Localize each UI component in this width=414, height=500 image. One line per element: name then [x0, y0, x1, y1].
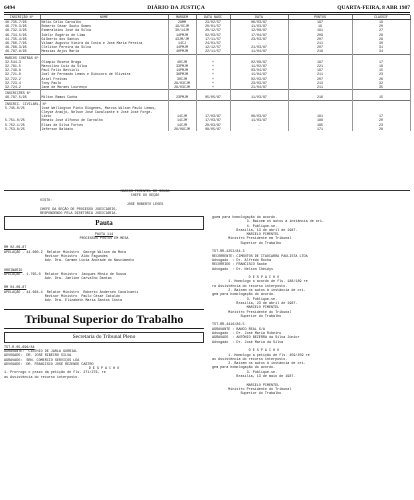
table-cell: Jeferson Baldato [40, 127, 168, 131]
table-cell: 23/03/87 [230, 81, 288, 85]
process-number: TST-R-05-696/84 [4, 345, 35, 350]
text-line: 1. Homologo a petição de fls. 459/459 re [212, 353, 310, 358]
table-cell: Marcolino Luiz da Silva [40, 64, 168, 68]
table-cell: 02/03/57 [196, 33, 230, 37]
text-line: 3. Baixem os autos à instância de ori- [212, 220, 324, 225]
table-cell: 5.753-8/25 [4, 127, 40, 131]
table-cell: 28 [352, 127, 410, 131]
text-line: Superior do Trabalho [212, 314, 282, 319]
text-line: TST-RR-4253/84.3 [212, 250, 245, 255]
table-cell: 12/08/87 [230, 28, 288, 32]
table-cell: 185 [288, 123, 352, 127]
table-cell: 46.787-5/95 [4, 95, 40, 100]
entry-line: APELAÇÃO - 1.765-0 Relator Ministro Jacques Mônio de Sousa [4, 272, 127, 277]
table-cell: - [230, 41, 288, 45]
note-line: JOSÉ ROBERTO LEOES [126, 203, 164, 208]
table-cell: 14CJ [168, 41, 196, 45]
table-cell: 11/04/87 [230, 49, 288, 54]
left-column [4, 216, 204, 380]
table-cell: INSCRIÇÕES Nº [4, 90, 40, 96]
table-cell: 211 [288, 72, 352, 76]
table-cell: 17/04/87 [230, 33, 288, 37]
table-cell: 46.760-7/95 [4, 41, 40, 45]
table-cell: 17 [352, 60, 410, 64]
pauta-subtitle: PROCESSOS POSTOS EM MESA [79, 237, 129, 242]
text-line: RECORRIDO : FRANCISCO Saoke [212, 263, 267, 268]
table-cell: 32.749-8 [4, 68, 40, 72]
text-line: MARCELO PIMENTEL [212, 306, 280, 311]
text-line: Advogado : Dr. José Maria Ribeiro [212, 332, 282, 337]
pauta-subtitle: PAUTA 114 [94, 233, 114, 237]
entry-line: ADVOGADO: DR. FRANCISCO JOSÉ REZENDE CASTRO [4, 362, 94, 367]
table-cell: 20/12/57 [196, 28, 230, 32]
table-cell: 17/03/87 [196, 118, 230, 122]
table-cell: 46.735-7/95 [4, 20, 40, 25]
table-cell: 211 [288, 41, 352, 45]
column-header: DATA NASC [196, 15, 230, 20]
table-cell: Elias de Silva Fortes [40, 123, 168, 127]
table-cell: 12/12/57 [196, 45, 230, 49]
table-cell: 28/09CJM [168, 127, 196, 131]
table-cell: 46.770-3/95 [4, 24, 40, 28]
table-cell: 46.734-5/95 [4, 33, 40, 37]
table-cell: 17/11/57 [196, 37, 230, 41]
table-cell: 35 [352, 85, 410, 90]
text-line: gem para homologação do acordo. [212, 366, 276, 371]
text-line: 3. Publique-se. [212, 297, 278, 302]
table-cell: 05/05/87 [196, 95, 230, 100]
pauta-entry [4, 246, 204, 263]
table-cell: 46.786-3/95 [4, 45, 40, 49]
table-cell: 23/03/87 [230, 37, 288, 41]
text-line: 2. Baixem os autos à instância de ori- [212, 289, 306, 294]
table-cell: 11/04/87 [230, 72, 288, 76]
table-cell: 20 [352, 118, 410, 122]
table-cell: 213 [288, 81, 352, 85]
column-header: PONTOS [288, 15, 352, 20]
table-cell: 21/04/87 [230, 85, 288, 90]
table-cell: 17/03/87 [196, 114, 230, 118]
table-cell: 32.781-5 [4, 64, 40, 68]
text-line: MARCELO PIMENTEL [212, 233, 280, 238]
table-cell: 17 [352, 114, 410, 118]
table-cell: Jane de Moraes Lourenço [40, 85, 168, 90]
table-cell: 30 [352, 41, 410, 45]
text-line: gem para homologação do acordo. [212, 293, 276, 298]
table-cell: 197 [288, 60, 352, 64]
text-line: AGRAVANTE : BANCO REAL S/A [212, 327, 265, 332]
table-cell: 03/04/87 [230, 68, 288, 72]
table-cell: 06/03/87 [230, 114, 288, 118]
table-cell: + [196, 81, 230, 85]
table-cell: 32 [352, 81, 410, 85]
table-cell: 181 [288, 114, 352, 118]
table-cell: 30CJM [168, 77, 196, 81]
table-cell: 21/03/87 [230, 45, 288, 49]
table-cell: 216 [288, 95, 352, 100]
table-cell: + [196, 60, 230, 64]
table-cell: 18 [352, 64, 410, 68]
text-line: 3. Publique-se. [212, 370, 278, 375]
table-cell: 221 [288, 64, 352, 68]
text-line: 4. Publique-se. [212, 224, 278, 229]
note-line: CHEFE DA SEÇÃO DE PROCESSO JUDICIÁRIO, [40, 207, 118, 212]
table-cell: 20/01/57 [196, 24, 230, 28]
table-row [4, 127, 410, 131]
text-line: Superior do Trabalho [212, 392, 282, 397]
table-cell: Milton Ramos Cunha [40, 95, 168, 100]
text-line: Ministro Presidente em Tribunal [212, 237, 292, 242]
table-cell: 20 [352, 24, 410, 28]
table-cell: 28/03CJM [168, 81, 196, 85]
entry-line: APELAÇÃO - 44.664-4 Relator Ministro Roberto Andersen Cavalcanti [4, 290, 139, 295]
table-cell: 46.732-3/95 [4, 28, 40, 32]
entry-line: ADVOGADO: DR. JOSÉ RIBEIRO SILVA [4, 354, 72, 359]
table-cell: 40CJM [168, 60, 196, 64]
table-cell: Cleyse Araújo, Nelson José Cavalcante e José José Forge- [40, 110, 168, 114]
table-cell: 36PMJM [168, 72, 196, 76]
entry-line: Adv. Dra. Jaeline Carvalho Dantas [4, 277, 112, 282]
table-cell: 44.735-4/95 [4, 37, 40, 41]
entry-line: APELAÇÃO - 44.660-2 Relator Ministro George Wilson da Mota [4, 250, 127, 255]
table-cell: 23 [352, 123, 410, 127]
text-line: guem para homologação do acordo. [212, 216, 278, 220]
issue-date: QUARTA-FEIRA, 8 ABR 1987 [337, 4, 410, 11]
table-cell: Olímpio Rosete Braga [40, 60, 168, 64]
table-cell: 197 [288, 68, 352, 72]
entry-line: Adv. Dra. Carmen Lúcia Andrade do Nascimento [4, 259, 135, 264]
table-cell: Esmeraldino José da Silva [40, 28, 168, 32]
table-cell: - [230, 127, 288, 131]
table-cell: 24/01/57 [196, 41, 230, 45]
table-cell: + [196, 68, 230, 72]
pauta-title: Pauta [4, 216, 204, 230]
table-cell: Messias Anjos Maria [40, 49, 168, 54]
table-cell: 207 [288, 45, 352, 49]
text-line: Advogado : Dr. Alfredo Rocha [212, 258, 272, 263]
text-line: Ministro Presidente do Tribunal [212, 310, 292, 315]
text-line: Brasília, 13 de maio de 1987. [212, 374, 296, 379]
table-cell: 32.723-4 [4, 81, 40, 85]
column-header: DATA [230, 15, 288, 20]
table-cell: 32.721-0 [4, 72, 40, 76]
table-cell: 02/08/87 [230, 60, 288, 64]
table-cell: 06/03/87 [230, 20, 288, 25]
table-cell: + [196, 77, 230, 81]
table-cell: 23PMJM [168, 95, 196, 100]
table-cell: 188 [288, 118, 352, 122]
text-line: Advogado : Dr. José Maria da Silva [212, 340, 284, 345]
note-line: CHEFE DO SEÇÃO [130, 194, 160, 199]
table-cell: 34 [352, 49, 410, 54]
secretaria-title: Secretaria do Tribunal Pleno [4, 332, 204, 343]
table-cell: 28/03CJM [168, 85, 196, 90]
table-cell: 11/03/87 [230, 118, 288, 122]
table-cell: 5.751-0/25 [4, 118, 40, 122]
bottom-block [4, 346, 204, 380]
page-header [4, 3, 410, 13]
note-line: RESPONDENDO PELA DIRETORIA JUDICIÁRIA. [40, 212, 118, 217]
table-cell: 14CJM [168, 114, 196, 118]
table-cell: 15 [352, 95, 410, 100]
signature-block [40, 190, 250, 216]
table-cell: 19/OCJM [168, 24, 196, 28]
table-cell: 11/03/87 [230, 24, 288, 28]
text-line: TST-RR-4416/86.5 [212, 323, 245, 328]
text-line: 2. Baixem os autos à instância de ori- [212, 362, 306, 367]
table-cell: 28 [352, 33, 410, 37]
table-cell: 29 [352, 37, 410, 41]
table-cell: + [196, 64, 230, 68]
pauta-entry [4, 286, 204, 303]
text-line: Brasília, 13 de abril de 1987. [212, 228, 298, 233]
despacho-heading: D E S P A C H O [88, 367, 120, 372]
table-cell: 209 [288, 33, 352, 37]
table-cell: 22/11/57 [196, 49, 230, 54]
table-cell: MARCOS CONTRAS Nº [5, 55, 39, 60]
table-cell: + [196, 85, 230, 90]
publication-title: DIÁRIO DA JUSTIÇA [147, 4, 206, 11]
table-cell: 02/03/87 [230, 77, 288, 81]
entry-line: Adv. Dra. Elizabeth Maria Santos Costa [4, 299, 123, 304]
table-cell: 23 [352, 72, 410, 76]
table-cell: 20/03/87 [196, 123, 230, 127]
text-line: Superior do Trabalho [212, 241, 282, 246]
text-line: Brasília, 23 de abril de 1987. [212, 301, 298, 306]
table-cell: Paul Felix Bettioli [40, 68, 168, 72]
table-cell: 14PMJM [168, 45, 196, 49]
table-cell: 33PMJM [168, 64, 196, 68]
table-cell: Joel de Fernando Lemos e Dióscoro de Oliveira [40, 72, 168, 76]
table-cell: 207 [288, 37, 352, 41]
page-number: 6494 [4, 4, 15, 11]
table-cell: + [196, 72, 230, 76]
text-line: Advogado : Dr. Nelson Cheidys [212, 267, 274, 272]
session-date: RM 04-06-87 [4, 286, 27, 291]
column-header: MARGEM [168, 15, 196, 20]
table-cell: 218 [288, 49, 352, 54]
entry-line: AGRAVANTE: CINTHIO DE JARLA GURRIAL [4, 349, 78, 354]
table-cell: 30/14JM [168, 28, 196, 32]
table-body [4, 20, 410, 132]
table-cell: Ariel Freitas [40, 77, 168, 81]
table-cell: 19 [352, 20, 410, 25]
tst-title: Tribunal Superior do Trabalho [4, 309, 204, 329]
column-header: CLASSIF [352, 15, 410, 20]
text-line: AGRAVADO : ANTÔNIO BEZERRA da Silva Júnior [212, 336, 300, 341]
table-cell: 211 [288, 85, 352, 90]
table-cell: 171 [288, 127, 352, 131]
table-cell: Gilberto dos Santos [40, 37, 168, 41]
table-cell: Idelir Rogério de Lima [40, 33, 168, 37]
text-line: MARCELO PIMENTEL [212, 383, 280, 388]
table-cell: 14CJM [168, 118, 196, 122]
classification-table [4, 14, 410, 191]
entry-line: Revisor Ministro Paulo César Cataldo [4, 295, 120, 300]
table-cell: 31 [352, 45, 410, 49]
table-cell: 40PMJM [168, 49, 196, 54]
table-cell: Cleliton Pereira da Silva [40, 45, 168, 49]
session-date: ORDINÁRIO [4, 268, 23, 273]
entry-line: Revisor Ministro Aldo Fagundes [4, 255, 108, 259]
note-line: MARCOS PIMENTEL DE SOUZA [120, 190, 170, 194]
table-cell: Vilmar Augusto Vieira da Costa e José Maria Pereira [40, 41, 168, 45]
text-line: Ministro Presidente do Tribunal [212, 387, 292, 392]
table-cell: Lieto [40, 114, 168, 118]
table-cell: 46.787-8/95 [4, 49, 40, 54]
pauta-entries [4, 246, 204, 303]
text-line: ra Assistência do recurso interposto. [212, 284, 288, 289]
table-cell: 11/02/87 [230, 64, 288, 68]
table-cell: - [230, 123, 288, 127]
note-line: VISTO: [40, 198, 53, 203]
text-line: as Assistência do recurso interposto. [212, 357, 288, 362]
table-cell: 207 [288, 77, 352, 81]
table-cell: Roberto Cézar Souto Gomes [40, 24, 168, 28]
table-cell: 32.722-2 [4, 77, 40, 81]
table-cell: 14CJM [168, 123, 196, 127]
column-header: NOME [40, 15, 168, 20]
table-cell: INSCRIÇ. CIVILARL. Nº [5, 101, 47, 106]
table-cell: 14PMJM [168, 33, 196, 37]
entry-line: 1. Prorrogo o prazo da petição de fls. 271/276, re [4, 371, 106, 376]
table-cell: 08/05/87 [196, 127, 230, 131]
text-line: RECORRENTE: CIMENTOS DE ITAOCARRA PAULISTA LTDA [212, 254, 308, 259]
table-cell: 191 [288, 28, 352, 32]
entry-line: as Assistência do recurso interposto. [4, 375, 80, 380]
table-cell: Renato José Alfonso de Carvalho [40, 118, 168, 122]
column-header: INSCRIÇÃO Nº [4, 15, 40, 20]
table-cell: 27 [352, 28, 410, 32]
table-cell: 15 [352, 68, 410, 72]
table-cell: 5.745-0/25 [4, 106, 40, 110]
table-cell: 197 [288, 20, 352, 25]
table-cell: 5.752-1/25 [4, 123, 40, 127]
text-line: D E S P A C H O [212, 349, 280, 354]
session-date: RM 02-06-87 [4, 246, 27, 251]
table-cell: 14PMJM [168, 68, 196, 72]
text-line: 1. Homologo o acordo de fls. 188/189 re [212, 280, 308, 285]
table-cell: 23/02/57 [196, 20, 230, 25]
pauta-entry [4, 269, 204, 282]
right-column [212, 216, 408, 396]
table-cell: 29MM [168, 20, 196, 25]
table-cell: José Wellington Pinto Diógenes, Marcos Wilson Paulo Lemos, [40, 106, 168, 110]
text-line: D E S P A C H O [212, 276, 280, 281]
table-cell: Tony Paulo [40, 81, 168, 85]
table-cell: 32.724-2 [4, 85, 40, 90]
table-cell: 11/03/87 [230, 95, 288, 100]
table-cell: 32.544-3 [4, 60, 40, 64]
table-cell: 19 [288, 24, 352, 28]
table-cell: 43JM/JM [168, 37, 196, 41]
entry-line: AGRAVADO: SRN. COMERCIO SERVIÇOS LDA [4, 358, 80, 363]
table-cell: Nélio Célio Carvalho [40, 20, 168, 25]
table-cell: 26 [352, 77, 410, 81]
